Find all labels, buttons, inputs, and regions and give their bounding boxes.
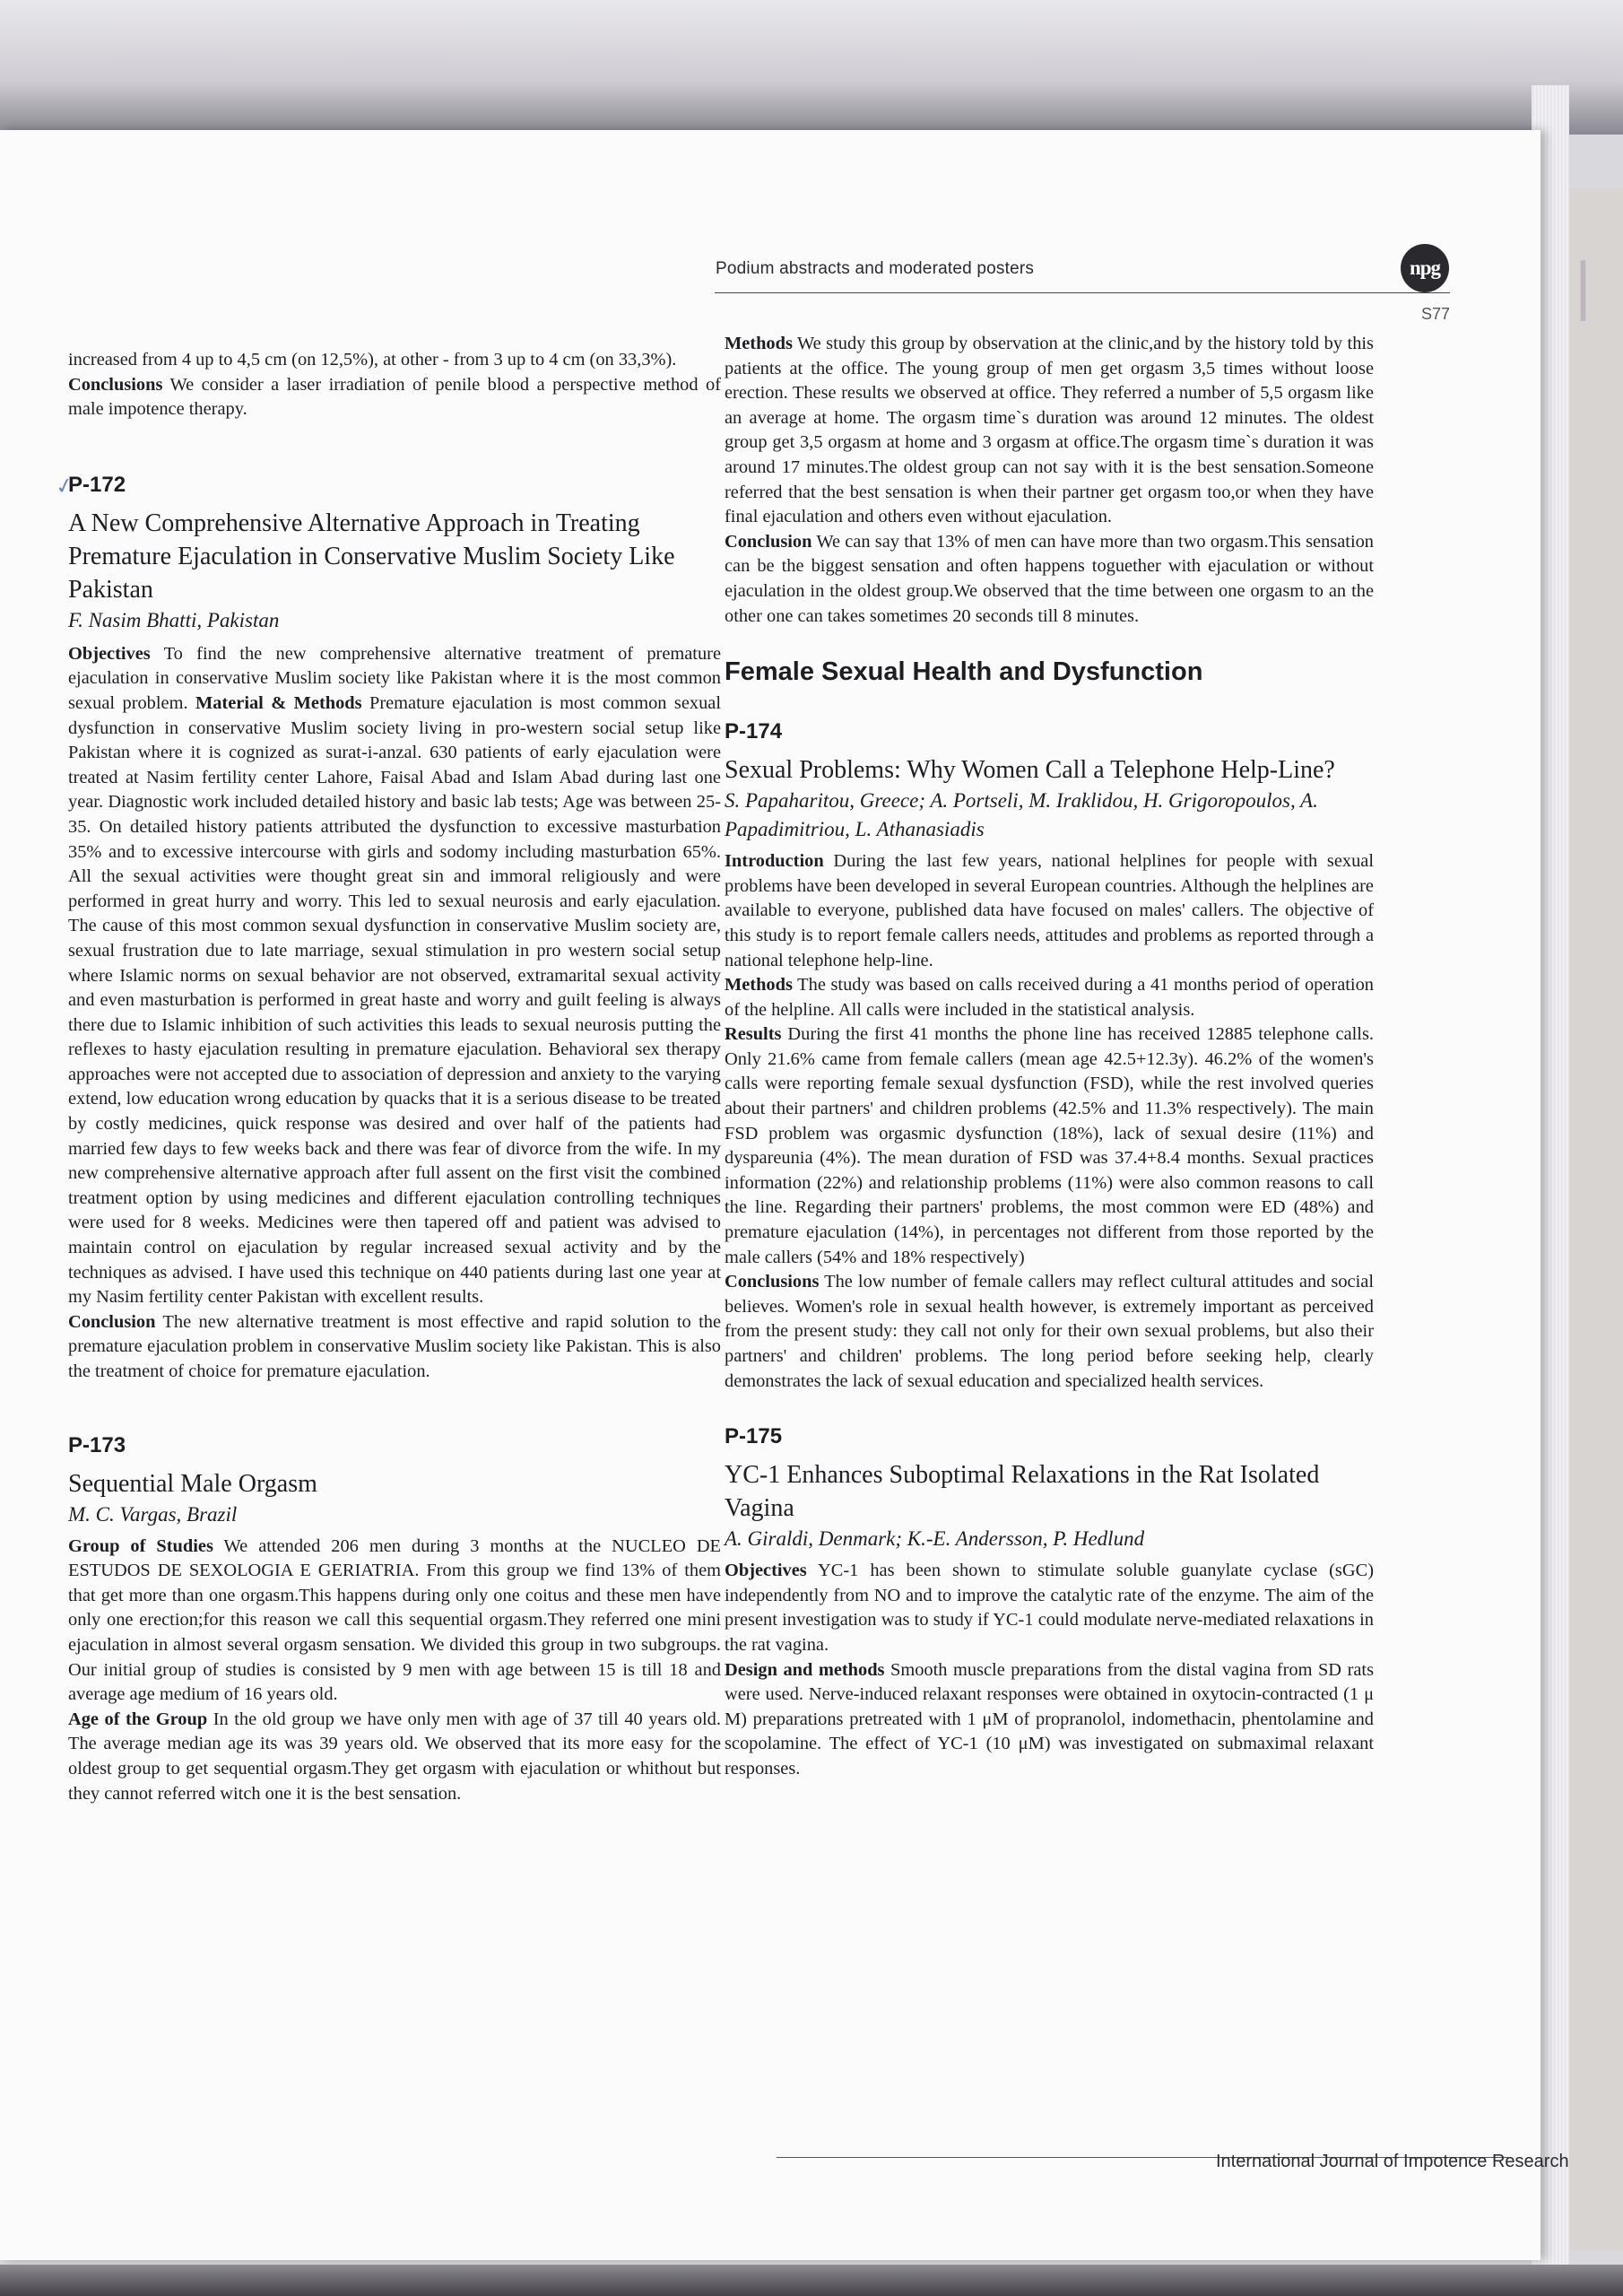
page-number: S77 — [1421, 305, 1451, 323]
conclusions-label: Conclusions — [725, 1272, 820, 1292]
abstract-authors-p175: A. Giraldi, Denmark; K.-E. Andersson, P. Hedlund — [725, 1527, 1145, 1551]
abstract-code-p173: P-173 — [68, 1432, 126, 1457]
design-methods-text: Smooth muscle preparations from the distal vagina from SD rats were used. Nerve-induced relaxant responses were obtained in oxytocin-contracted (1 μ M) preparations pretreated with 1 μM of propranolol, indomethacin, phentolamine and scopolamine. The effect of YC-1 (10 μM) was investigated on submaximal relaxant responses. — [725, 1659, 1375, 1779]
continued-text: increased from 4 up to 4,5 cm (on 12,5%), at other - from 3 up to 4 cm (on 33,3%). — [68, 350, 677, 370]
design-methods-label: Design and methods — [725, 1659, 885, 1680]
introduction-text: During the last few years, national helplines for people with sexual problems have been developed in several European countries. Although the helplines are available to everyone, published data have focused on males' callers. The objective of this study is to report female callers needs, attitudes and problems as reported through a national telephone help-line. — [725, 851, 1374, 970]
abstract-title-p172: A New Comprehensive Alternative Approach in Treating Premature Ejaculation in Conservative Muslim Society Like Pakistan — [68, 509, 675, 604]
methods-text: Premature ejaculation is most common sexual dysfunction in conservative Muslim society living in pro-western social setup like Pakistan where it is cognized as surat-i-anzal. 630 patients of early ejaculation were treated at Nasim fertility center Lahore, Faisal Abad and Islam Abad during last one year. Diagnostic work included detailed history and basic lab tests; Age was between 25- 35. On detailed history patients attributed the dysfunction to excessive masturbation 35% and to excessive intercourse with girls and sodomy including masturbation 65%. All the sexual activities were thought great sin and immoral religiously and were performed in great hurry and worry. This led to sexual neurosis and early ejaculation. The cause of this most common sexual dysfunction in conservative Muslim society are, sexual frustration due to late marriage, sexual stimulation in pro western social setup where Islamic norms on sexual behavior are not observed, extramarital sexual activity and even masturbation is performed in great haste and worry and guilt feeling is always there due to Islamic inhibition of such activities this leads to sexual neurosis putting the reflexes to hasty ejaculation resulting in premature ejaculation. Behavioral sex therapy approaches were not accepted due to association of depression and anxiety to the varying extend, low education wrong education by quacks that it is a serious disease to be treated by costly medicines, quick response was desired and over half of the patients had married few days to few weeks back and there was fear of divorce from the wife. In my new comprehensive alternative approach after full assent on the first visit the combined treatment option by using medicines and different ejaculation controlling techniques were used for 8 weeks. Medicines were then tapered off and patient was advised to maintain control on ejaculation by regular increased sexual activity and by the techniques as advised. I have used this technique on 440 patients during last one year at my Nasim fertility center Pakistan with excellent results. — [68, 692, 721, 1308]
conclusions-text: The low number of female callers may reflect cultural attitudes and social believes. Women's role in sexual health however, is extremely important as perceived from the present study: they call not only for their own sexual problems, but also their partners' and children' problems. The long period before seeking help, clearly demonstrates the lack of sexual education and specialized health services. — [725, 1272, 1374, 1391]
journal-footer: International Journal of Impotence Research — [1216, 2152, 1569, 2171]
abstract-title-p174: Sexual Problems: Why Women Call a Telephone Help-Line? — [725, 756, 1335, 785]
abstract-code-p174: P-174 — [725, 719, 783, 744]
results-label: Results — [725, 1024, 782, 1045]
header-rule — [715, 292, 1450, 293]
objectives-label: Objectives — [725, 1561, 807, 1581]
age-text: In the old group we have only men with age of 37 till 40 years old. The average median age its was 39 years old. We observed that its more easy for the oldest group to get sequential orgasm.They get orgasm with ejaculation or whithout but they cannot referred witch one it is the best sensation. — [68, 1709, 721, 1804]
publisher-logo: npg — [1401, 244, 1449, 292]
continued-conclusions-text: We consider a laser irradiation of penile blood a perspective method of male impotence therapy. — [68, 374, 721, 420]
objectives-label: Objectives — [68, 643, 151, 664]
abstract-authors-p172: F. Nasim Bhatti, Pakistan — [68, 608, 280, 631]
abstract-body-p174 — [725, 849, 1374, 1394]
methods-label: Material & Methods — [195, 692, 362, 713]
group-text: We attended 206 men during 3 months at the NUCLEO DE ESTUDOS DE SEXOLOGIA E GERIATRIA. From this group we find 13% of them that get more than one orgasm.This happens during only one coitus and these men have only one erection;for this reason we call this sequential orgasm.They referred one mini ejaculation in almost several orgasm sensation. We divided this group in two subgroups. Our initial group of studies is consisted by 9 men with age between 15 is till 18 and average age medium of 16 years old. — [68, 1535, 722, 1705]
methods-text: We study this group by observation at the clinic,and by the history told by this patients at the office. The young group of men get orgasm 3,5 times without loose erection. These results we observed at office. They referred a number of 5,5 orgasm like an average at home. The orgasm time`s duration was around 12 minutes. The oldest group get 3,5 orgasm at home and 3 orgasm at office.The orgasm time`s duration it was around 17 minutes.The oldest group can not say with it is the best sensation.Someone referred that the best sensation is when their partner get orgasm too,or when they have final ejaculation and others even without ejaculation. — [725, 334, 1374, 527]
abstract-body-p172 — [68, 642, 721, 1385]
age-label: Age of the Group — [68, 1709, 208, 1729]
abstract-authors-p174: S. Papaharitou, Greece; A. Portseli, M. Iraklidou, H. Grigoropoulos, A. Papadimitriou, L. Athanasiadis — [725, 789, 1318, 841]
adjacent-page — [1569, 188, 1623, 2251]
abstract-code-p175: P-175 — [725, 1424, 783, 1449]
conclusion-text: The new alternative treatment is most effective and rapid solution to the premature ejaculation problem in conservative Muslim society like Pakistan. This is also the treatment of choice for premature ejaculation. — [68, 1311, 721, 1381]
conclusion-label: Conclusion — [725, 531, 812, 552]
bleed-through-glyph: | — [1573, 251, 1593, 322]
methods-text: The study was based on calls received during a 41 months period of operation of the helpline. All calls were included in the statistical analysis. — [725, 975, 1374, 1020]
scan-bottom-background — [0, 2265, 1623, 2296]
conclusion-label: Conclusion — [68, 1311, 156, 1332]
scan-top-background — [0, 0, 1623, 135]
objectives-text: YC-1 has been shown to stimulate soluble guanylate cyclase (sGC) independently from NO and to improve the catalytic rate of the enzyme. The aim of the present investigation was to study if YC-1 could modulate nerve-mediated relaxations in the rat vagina. — [725, 1561, 1374, 1655]
abstract-title-p173: Sequential Male Orgasm — [68, 1469, 317, 1498]
continued-conclusions-label: Conclusions — [68, 374, 163, 395]
conclusion-text: We can say that 13% of men can have more than two orgasm.This sensation can be the biggest sensation and often happens toguether with ejaculation or without ejaculation in the oldest group.We observed that the time between one orgasm to an the other one can takes sometimes 20 seconds till 8 minutes. — [725, 531, 1374, 626]
abstract-authors-p173: M. C. Vargas, Brazil — [68, 1502, 238, 1526]
continued-abstract — [68, 348, 721, 422]
results-text: During the first 41 months the phone line has received 12885 telephone calls. Only 21.6% came from female callers (mean age 42.5+12.3y). 46.2% of the women's calls were reporting female sexual dysfunction (FSD), while the rest involved queries about their partners' and children problems (42.5% and 11.3% respectively). The main FSD problem was orgasmic dysfunction (18%), lack of sexual desire (11%) and dyspareunia (4%). The mean duration of FSD was 37.4+8.4 months. Sexual practices information (22%) and relationship problems (11%) were also common reasons to call the line. Regarding their partners' problems, the most common were ED (48%) and premature ejaculation (14%), in percentages not different from those reported by the male callers (54% and 18% respectively) — [725, 1024, 1374, 1267]
abstract-body-p173-continued — [725, 332, 1374, 629]
abstract-code-p172: P-172 — [68, 472, 126, 497]
group-label: Group of Studies — [68, 1535, 213, 1556]
section-heading: Female Sexual Health and Dysfunction — [725, 657, 1203, 687]
methods-label: Methods — [725, 334, 793, 353]
introduction-label: Introduction — [725, 851, 824, 872]
running-head: Podium abstracts and moderated posters — [716, 259, 1035, 278]
abstract-body-p175 — [725, 1559, 1374, 1781]
abstract-title-p175: YC-1 Enhances Suboptimal Relaxations in the Rat Isolated Vagina — [725, 1461, 1320, 1523]
left-column — [68, 348, 721, 1806]
objectives-text: To find the new comprehensive alternative treatment of premature ejaculation in conservative Muslim society like Pakistan where it is the most common sexual problem. — [68, 643, 721, 713]
methods-label: Methods — [725, 975, 793, 996]
pen-tick-mark: ✓ — [53, 474, 76, 500]
right-column — [725, 332, 1374, 1782]
abstract-body-p173 — [68, 1535, 721, 1807]
